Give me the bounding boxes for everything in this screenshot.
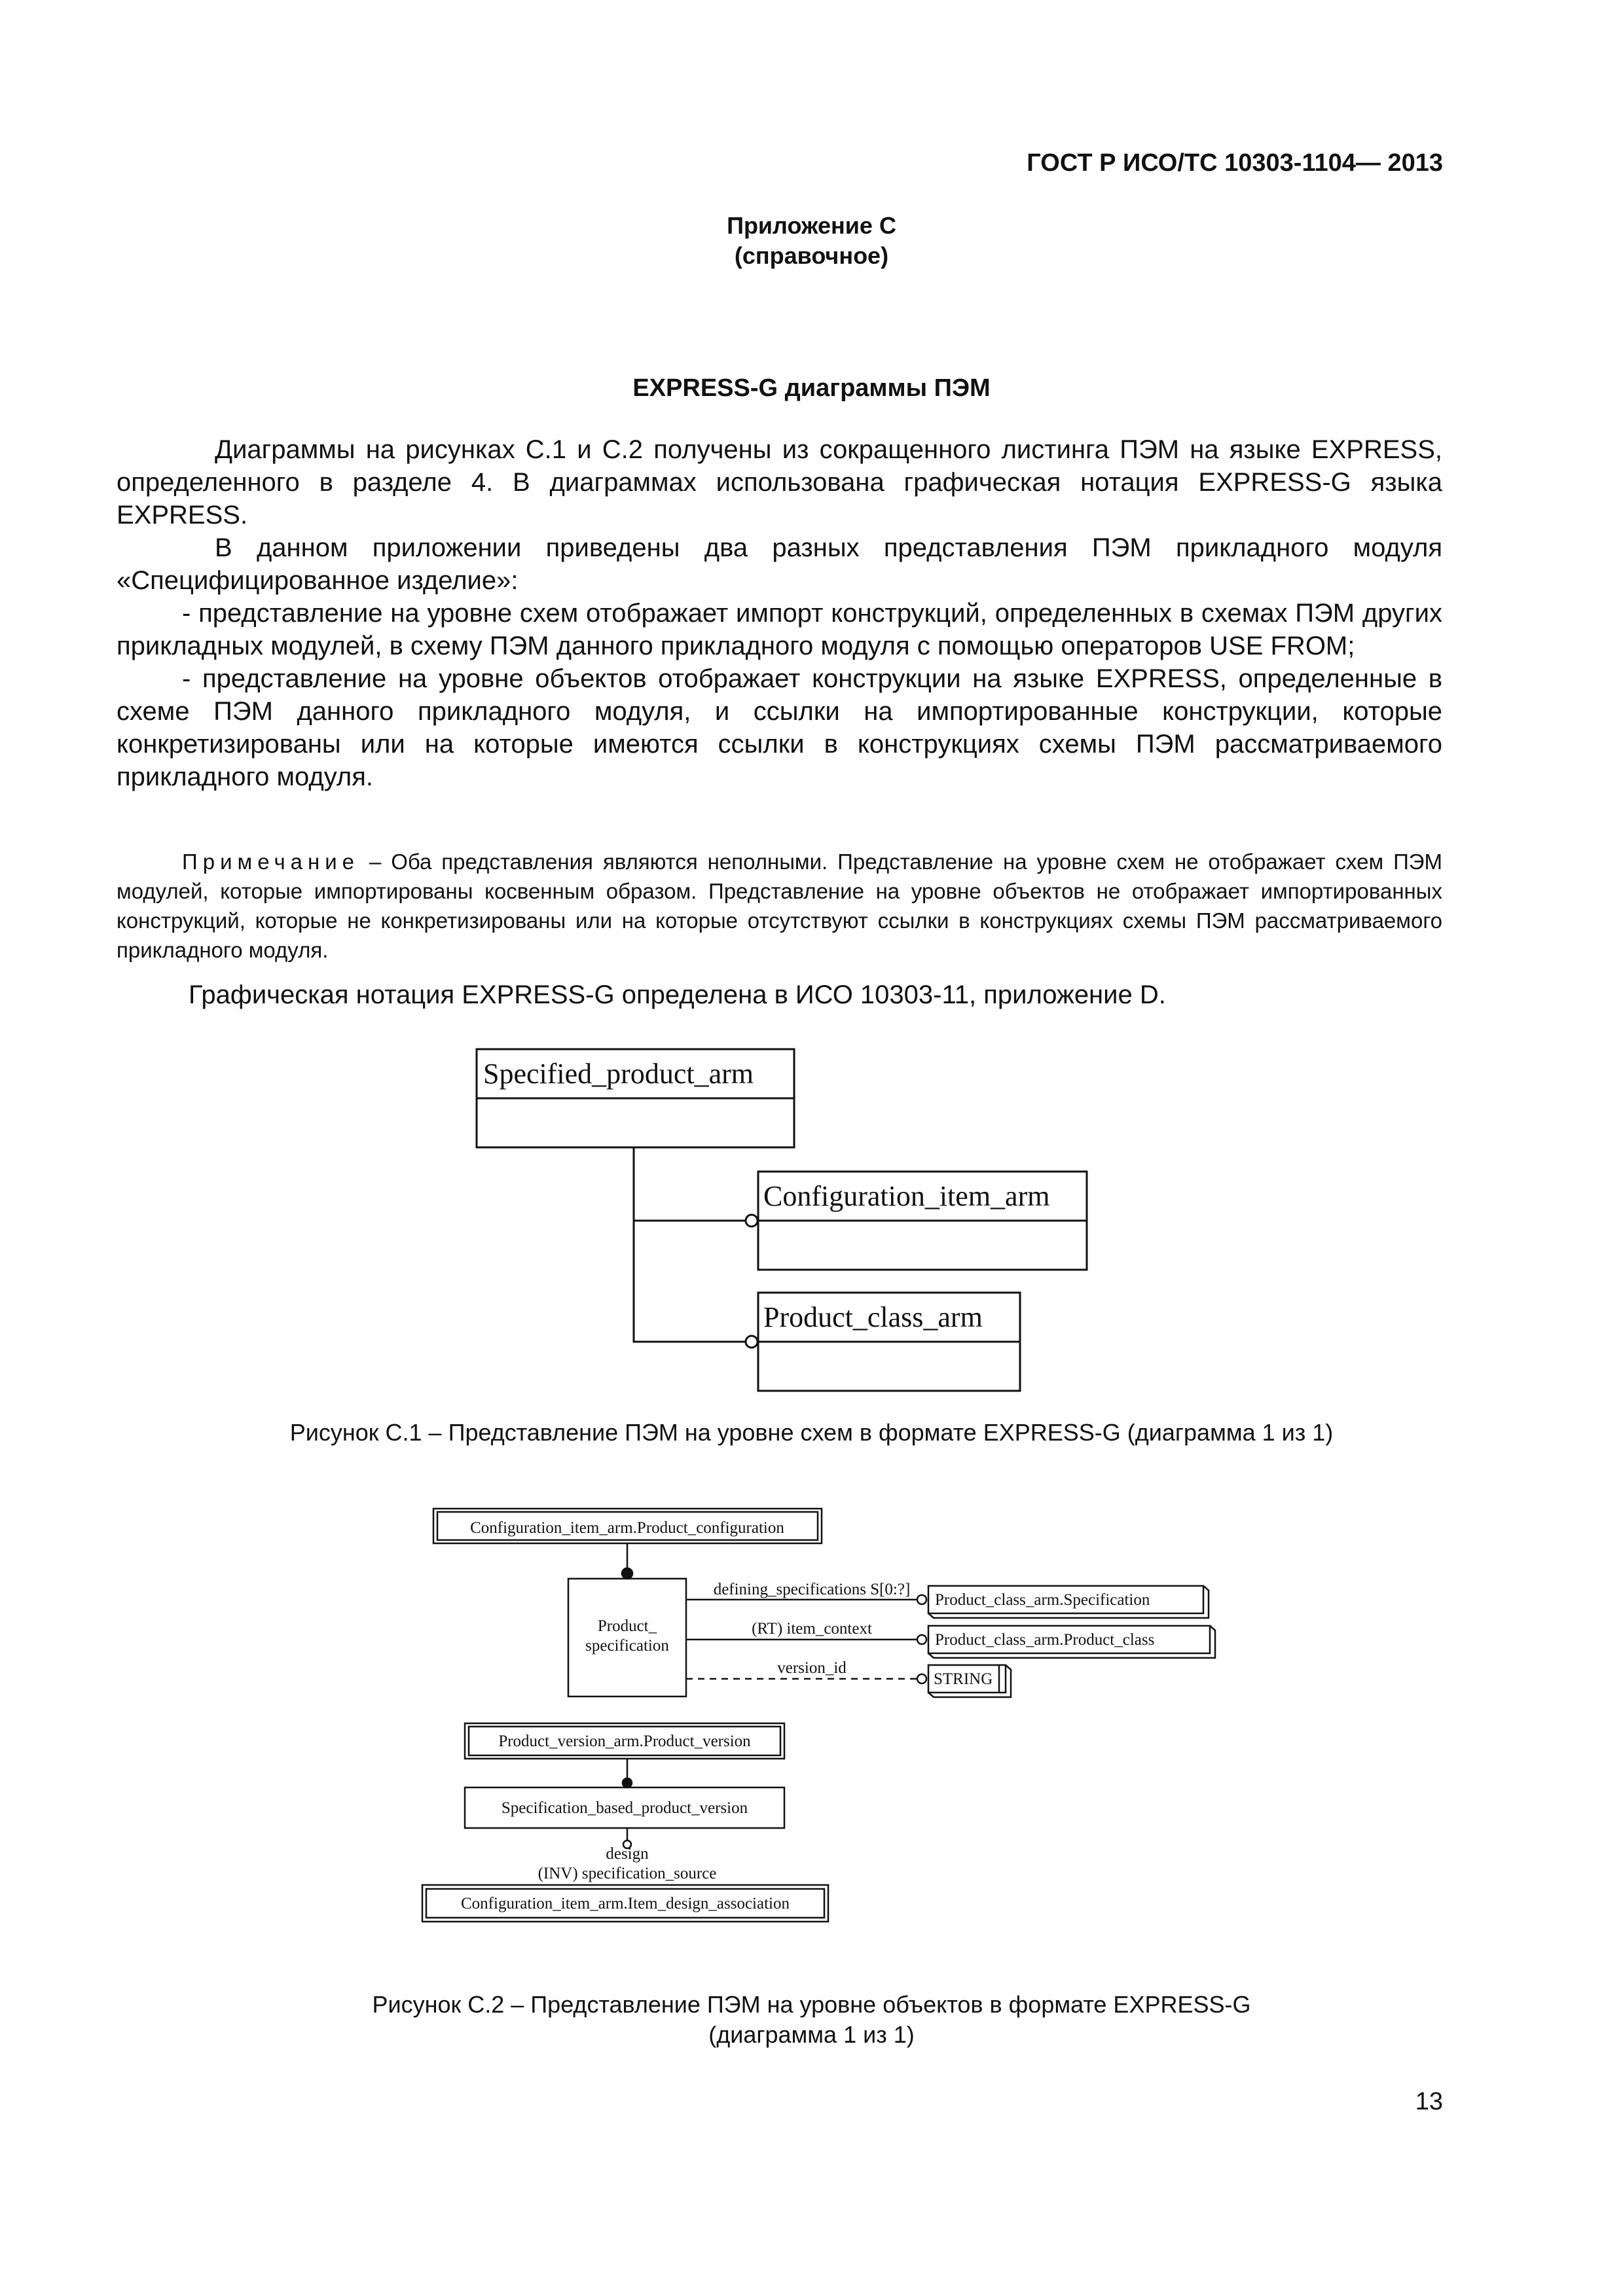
figure-1-caption: Рисунок С.1 – Представление ПЭМ на уровне схем в формате EXPRESS-G (диаграмма 1 из 1) (289, 1419, 1334, 1446)
entity-item-design-association: Configuration_item_arm.Item_design_association (461, 1895, 790, 1912)
figure-2-caption-line2: (диаграмма 1 из 1) (708, 2021, 915, 2048)
entity-spec-based-version: Specification_based_product_version (501, 1799, 748, 1817)
entity-product-class: Product_class_arm.Product_class (935, 1631, 1155, 1649)
schema-label-main: Specified_product_arm (483, 1058, 754, 1090)
appendix-subtitle: (справочное) (734, 242, 889, 269)
page-number: 13 (1415, 2088, 1443, 2115)
note-label: Примечание (182, 850, 360, 874)
type-string: STRING (934, 1670, 993, 1688)
note-text: – Оба представления являются неполными. Представление на уровне схем не отображает схем ПЭМ модулей, которые импортированы косвенным образом. Представление на уровне объектов не отображает импортированных конструкций, которые не конкретизированы или на которые отсутствуют ссылки в конструкциях схемы ПЭМ рассматриваемого прикладного модуля. (117, 850, 1442, 962)
appendix-title: Приложение С (727, 212, 896, 239)
paragraph-two-representations: В данном приложении приведены два разных представления ПЭМ прикладного модуля «Специфицированное изделие»: (117, 533, 1442, 595)
standard-header: ГОСТ Р ИСО/ТС 10303-1104— 2013 (1027, 149, 1443, 177)
entity-product-specification-line1: Product_ (597, 1617, 657, 1635)
entity-product-version: Product_version_arm.Product_version (498, 1732, 751, 1750)
attr-version-id: version_id (777, 1659, 847, 1677)
figure-2-caption-line1: Рисунок С.2 – Представление ПЭМ на уровне объектов в формате EXPRESS-G (372, 1991, 1251, 2018)
entity-product-specification-line2: specification (585, 1637, 669, 1655)
paragraph-diagrams-source: Диаграммы на рисунках С.1 и С.2 получены из сокращенного листинга ПЭМ на языке EXPRESS, определенного в разделе 4. В диаграммах использована графическая нотация EXPRESS-G языка EXPRESS. (117, 435, 1442, 529)
connector-circle-product-class (746, 1336, 757, 1348)
entity-specification: Product_class_arm.Specification (935, 1591, 1150, 1609)
attr-design: design (606, 1845, 649, 1863)
entity-product-configuration: Configuration_item_arm.Product_configuration (470, 1519, 784, 1537)
section-title: EXPRESS-G диаграммы ПЭМ (632, 374, 991, 402)
attr-defining-specifications: defining_specifications S[0:?] (713, 1581, 911, 1598)
bullet-entity-level: - представление на уровне объектов отображает конструкции на языке EXPRESS, определенные в схеме ПЭМ данного прикладного модуля, и ссылки на импортированные конструкции, которые конкретизированы или на которые имеются ссылки в конструкциях схемы ПЭМ рассматриваемого прикладного модуля. (117, 664, 1442, 791)
figure-2-caption (0, 1990, 1623, 2050)
schema-label-product-class: Product_class_arm (763, 1301, 983, 1333)
connector-circle-config (746, 1215, 757, 1227)
bullet-schema-level: - представление на уровне схем отображает импорт конструкций, определенных в схемах ПЭМ других прикладных модулей, в схему ПЭМ данного прикладного модуля с помощью операторов USE FROM; (117, 599, 1442, 660)
attr-item-context: (RT) item_context (752, 1620, 872, 1638)
attr-specification-source: (INV) specification_source (538, 1865, 717, 1882)
use-from-connector (634, 1147, 746, 1342)
notation-reference: Графическая нотация EXPRESS-G определена в ИСО 10303-11, приложение D. (189, 980, 1166, 1009)
schema-label-config: Configuration_item_arm (763, 1180, 1050, 1212)
